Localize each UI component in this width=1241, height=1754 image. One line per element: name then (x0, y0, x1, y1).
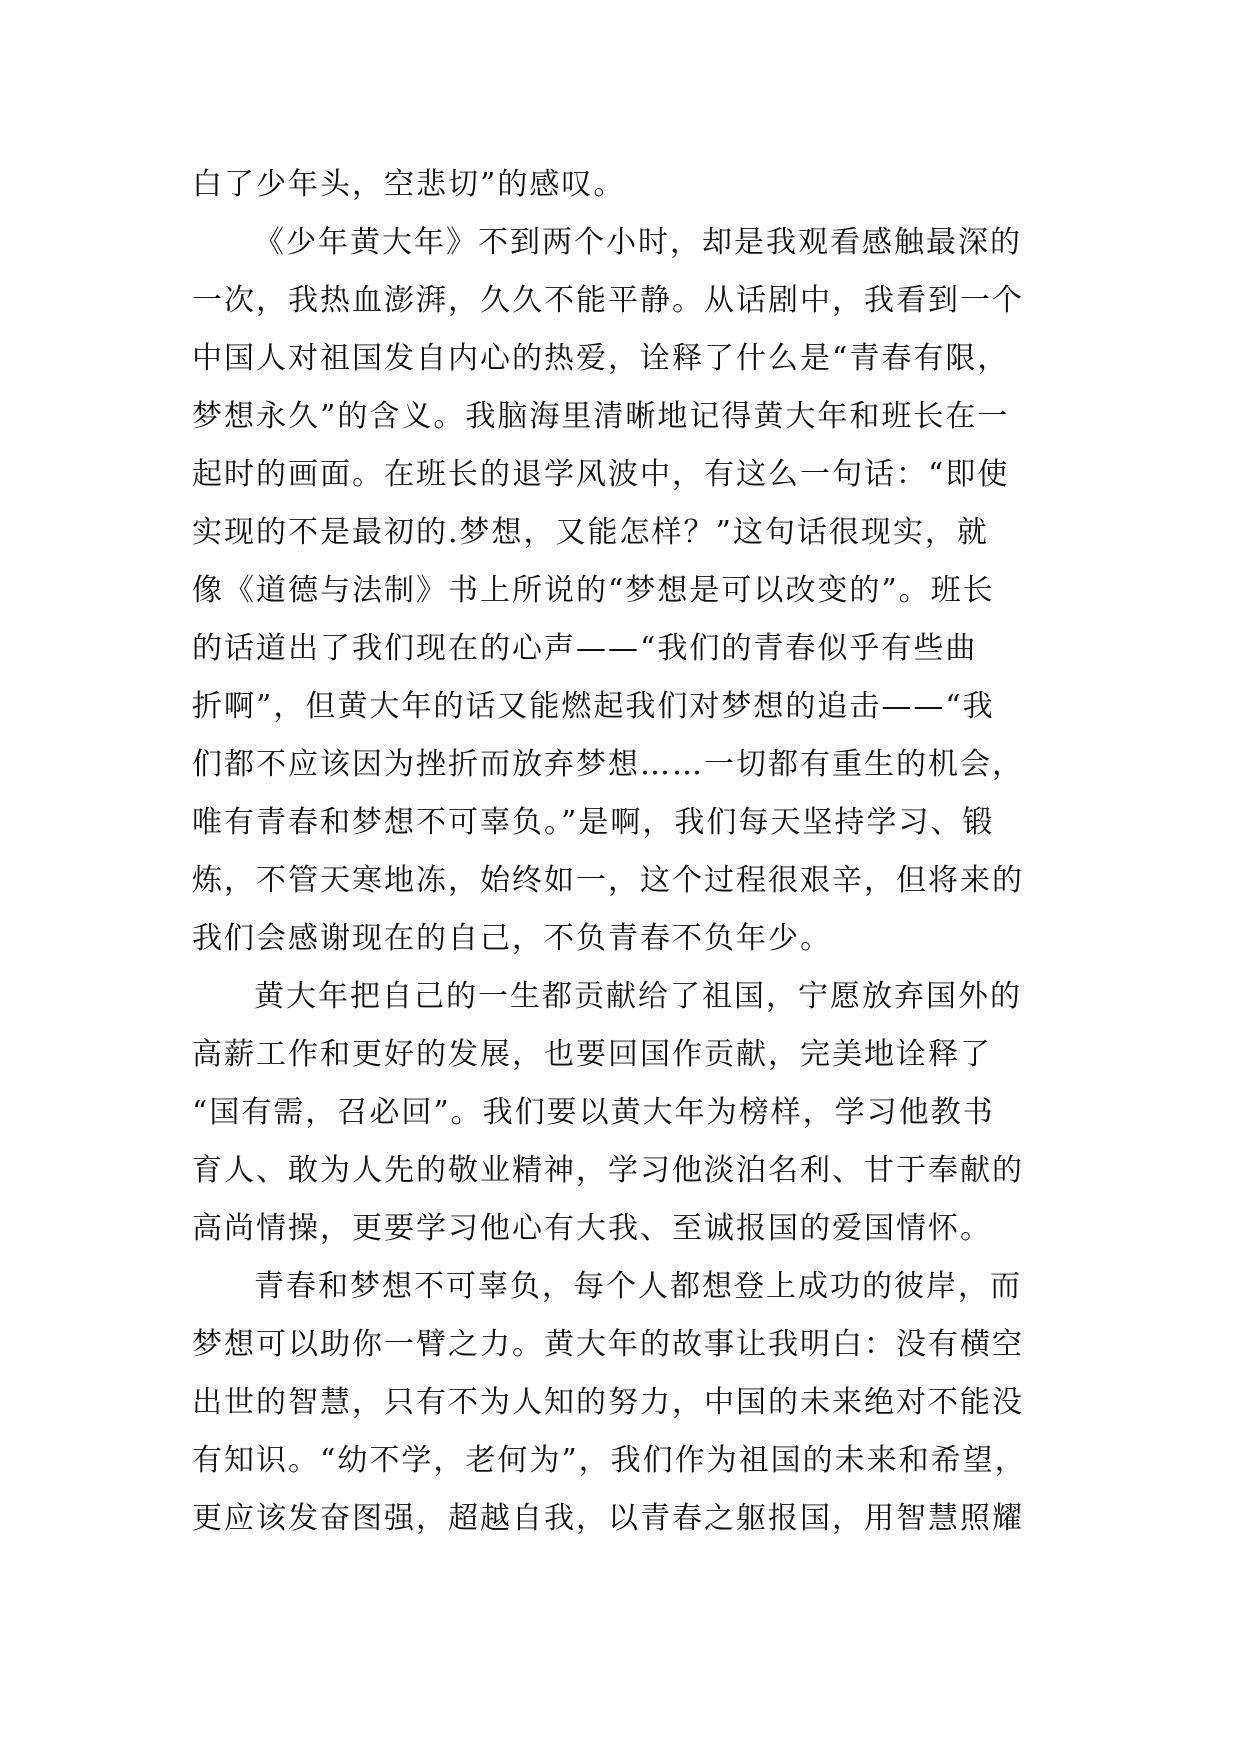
text-line: 育人、敢为人先的敬业精神，学习他淡泊名利、甘于奉献的 (192, 1153, 1024, 1188)
text-line: 高尚情操，更要学习他心有大我、至诚报国的爱国情怀。 (192, 1211, 992, 1246)
text-line: 像《道德与法制》书上所说的“梦想是可以改变的”。班长 (192, 573, 995, 608)
text-line: 中国人对祖国发自内心的热爱，诠释了什么是“青春有限， (192, 341, 1010, 376)
text-line: 更应该发奋图强，超越自我，以青春之躯报国，用智慧照耀 (192, 1501, 1024, 1536)
text-line: “国有需，召必回”。我们要以黄大年为榜样，学习他教书 (192, 1095, 995, 1130)
text-line: 一次，我热血澎湃，久久不能平静。从话剧中，我看到一个 (192, 283, 1024, 318)
text-line: 折啊”，但黄大年的话又能燃起我们对梦想的追击——“我 (192, 689, 995, 724)
text-line: 的话道出了我们现在的心声——“我们的青春似乎有些曲 (192, 631, 978, 666)
text-line: 我们会感谢现在的自己，不负青春不负年少。 (192, 921, 832, 956)
paragraph-start-line: 《少年黄大年》不到两个小时，却是我观看感触最深的 (254, 225, 1022, 260)
text-line: 白了少年头，空悲切”的感叹。 (192, 167, 626, 202)
text-line: 出世的智慧，只有不为人知的努力，中国的未来绝对不能没 (192, 1385, 1024, 1420)
text-line: 有知识。“幼不学，老何为”，我们作为祖国的未来和希望， (192, 1443, 1027, 1478)
body-text (192, 156, 1052, 1548)
text-line: 梦想可以助你一臂之力。黄大年的故事让我明白：没有横空 (192, 1327, 1024, 1362)
text-line: 炼，不管天寒地冻，始终如一，这个过程很艰辛，但将来的 (192, 863, 1024, 898)
text-line: 起时的画面。在班长的退学风波中，有这么一句话：“即使 (192, 457, 1010, 492)
text-line: 唯有青春和梦想不可辜负。”是啊，我们每天坚持学习、锻 (192, 805, 995, 840)
text-line: 实现的不是最初的.梦想，又能怎样？”这句话很现实，就 (192, 515, 989, 550)
paragraph-start-line: 青春和梦想不可辜负，每个人都想登上成功的彼岸，而 (254, 1269, 1022, 1304)
text-line: 高薪工作和更好的发展，也要回国作贡献，完美地诠释了 (192, 1037, 992, 1072)
text-line: 梦想永久”的含义。我脑海里清晰地记得黄大年和班长在一 (192, 399, 1010, 434)
text-line: 们都不应该因为挫折而放弃梦想……一切都有重生的机会， (192, 747, 1024, 782)
paragraph-start-line: 黄大年把自己的一生都贡献给了祖国，宁愿放弃国外的 (254, 979, 1022, 1014)
